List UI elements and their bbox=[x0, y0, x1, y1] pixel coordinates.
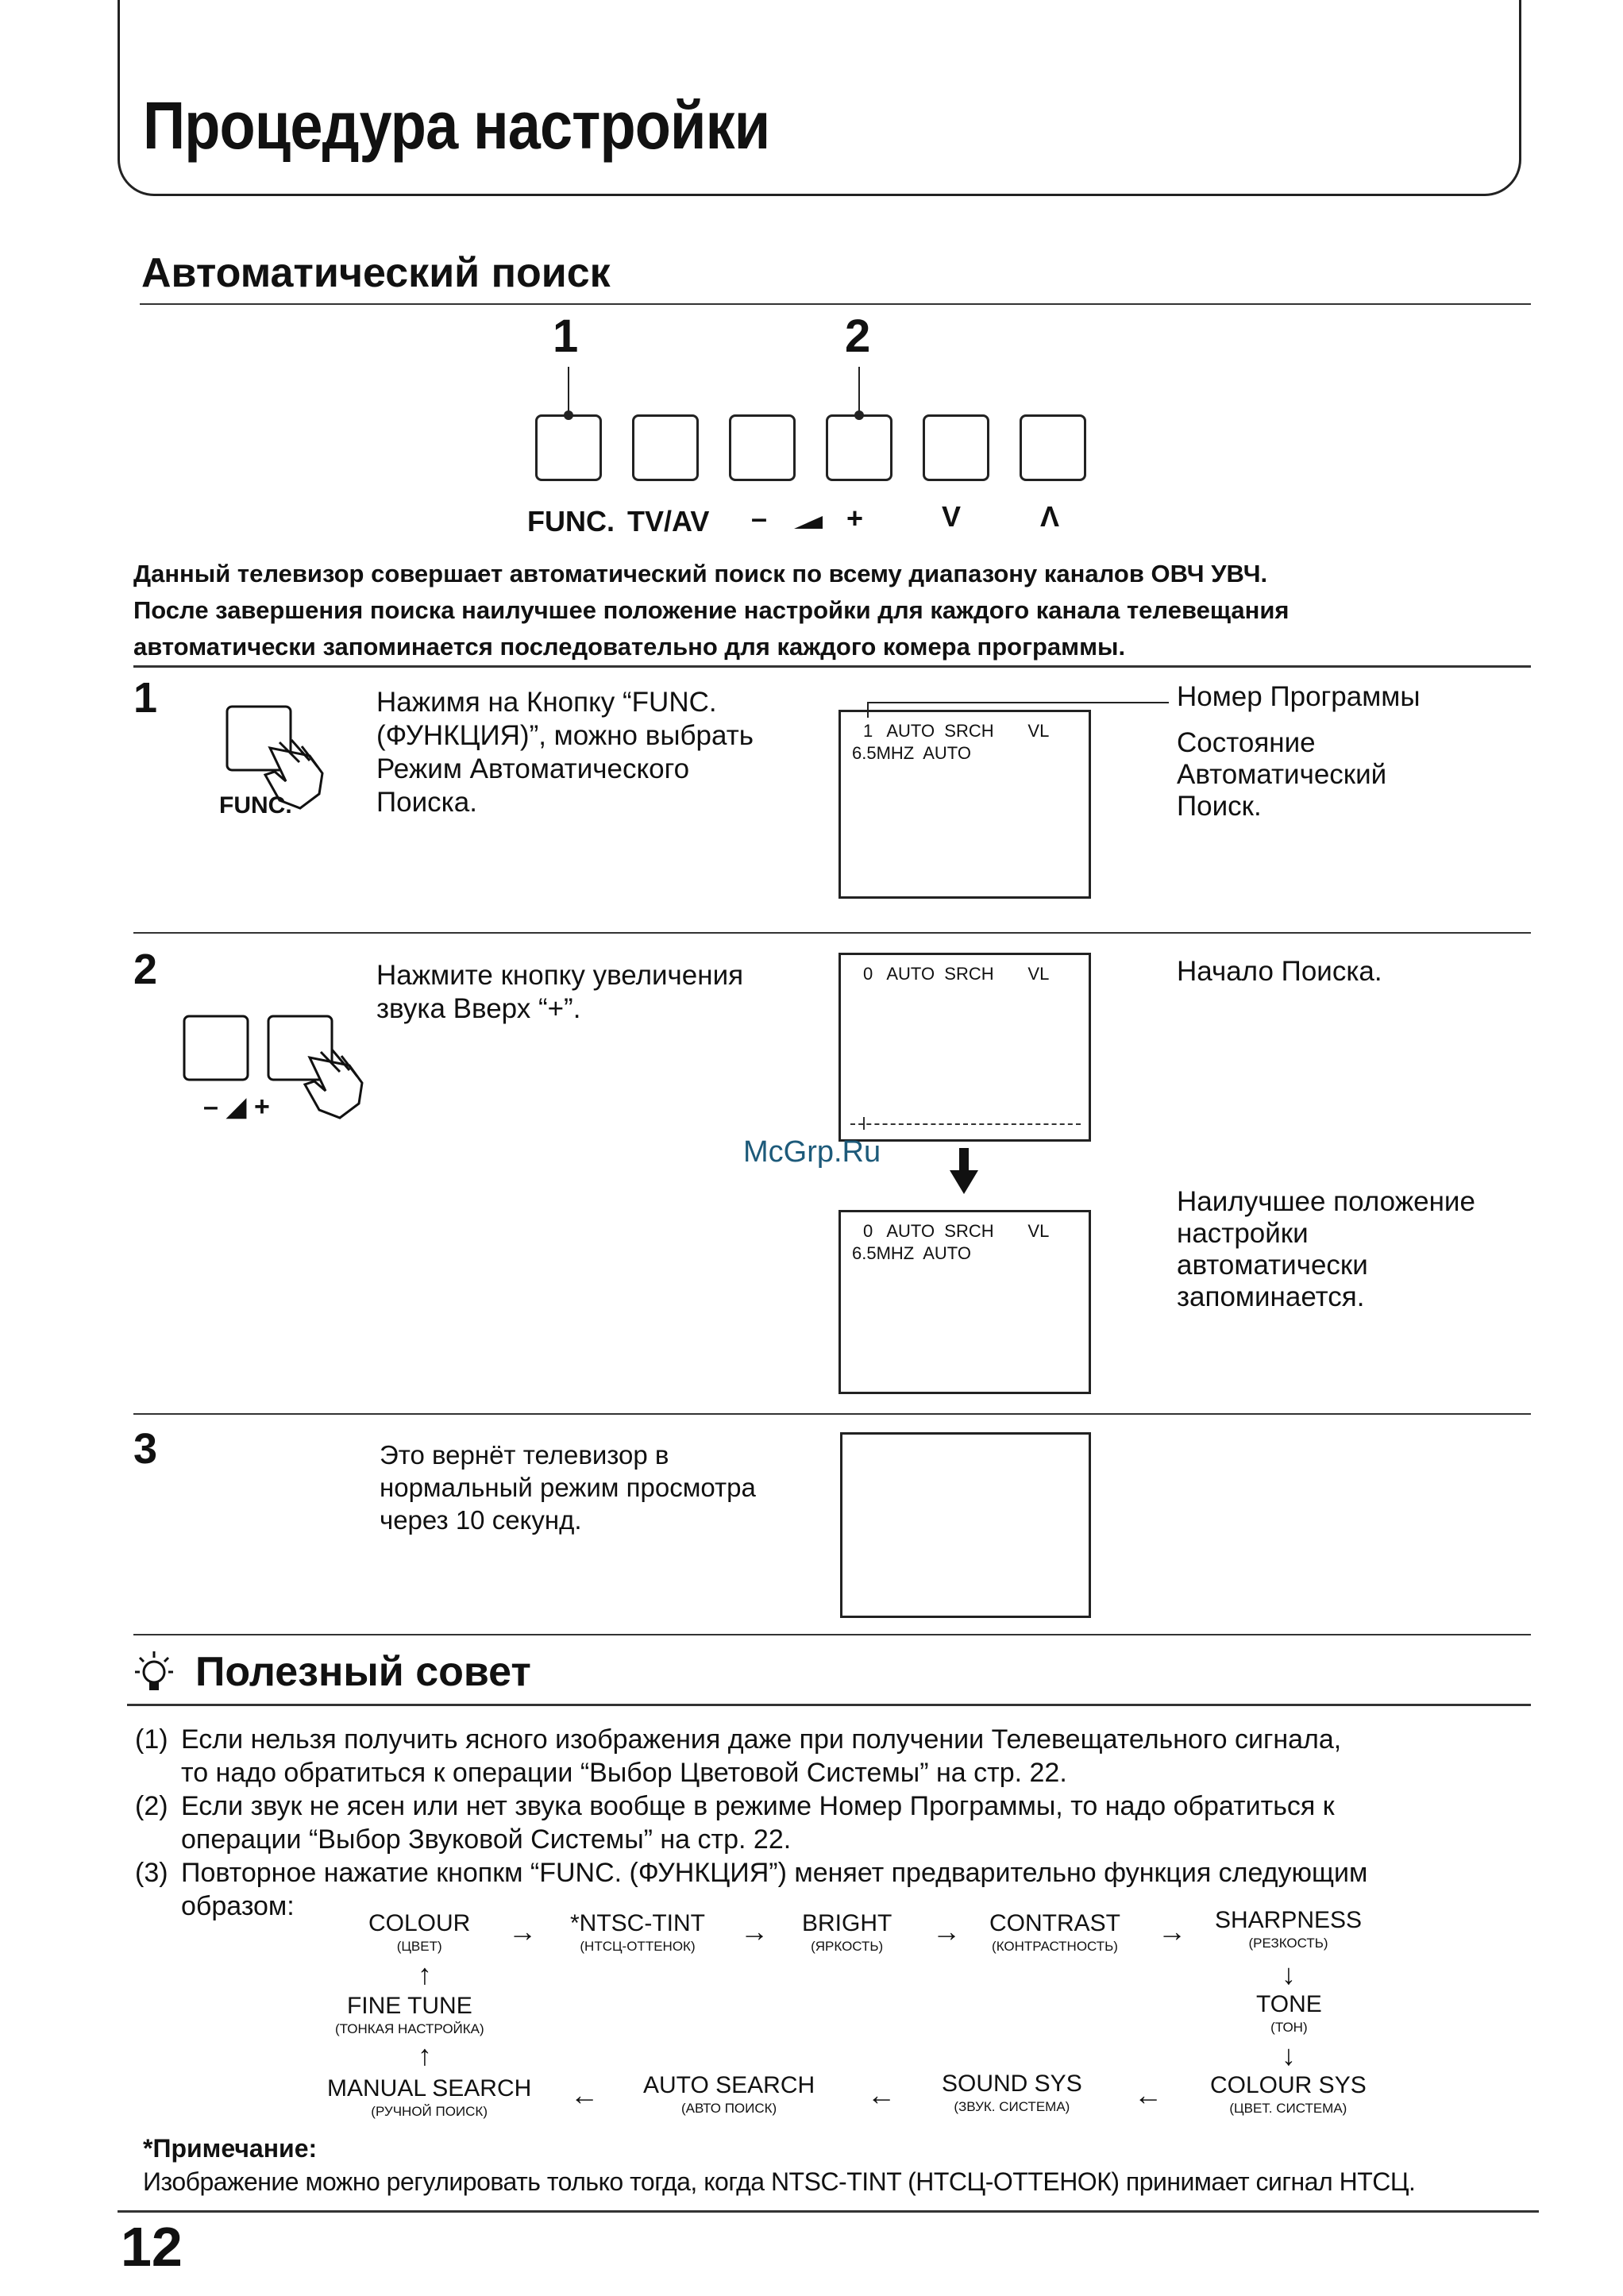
page-title: Процедура настройки bbox=[143, 88, 770, 163]
channel-up-button[interactable] bbox=[1020, 414, 1086, 481]
arrow-down-icon: ↓ bbox=[1282, 1958, 1296, 1990]
tv-av-button[interactable] bbox=[632, 414, 699, 481]
flow-sublabel: (ТОН) bbox=[1270, 2020, 1308, 2035]
text-line: образом: bbox=[181, 1891, 295, 1921]
flow-manual-search bbox=[327, 2075, 531, 2120]
callout-leader bbox=[867, 702, 1169, 703]
flow-label: SHARPNESS bbox=[1215, 1907, 1363, 1933]
flow-bright bbox=[802, 1910, 892, 1955]
side-line: запоминается. bbox=[1177, 1281, 1365, 1312]
intro-text bbox=[133, 556, 1531, 665]
section-rule bbox=[140, 303, 1531, 305]
flow-label: FINE TUNE bbox=[346, 1993, 472, 2019]
flow-label: SOUND SYS bbox=[942, 2071, 1082, 2097]
step-2-rule bbox=[133, 1413, 1531, 1415]
note-text: Изображение можно регулировать только тогда, когда NTSC-TINT (НТСЦ-ОТТЕНОК) принимает сигнал НТСЦ. bbox=[143, 2167, 1416, 2196]
osd-screen-1 bbox=[838, 710, 1091, 899]
side-line: Состояние bbox=[1177, 727, 1316, 758]
tuning-marker bbox=[863, 1117, 865, 1130]
flow-sublabel: (ЦВЕТ. СИСТЕМА) bbox=[1229, 2101, 1347, 2116]
flow-label: AUTO SEARCH bbox=[643, 2072, 815, 2098]
step-3-number: 3 bbox=[133, 1425, 158, 1473]
arrow-left-icon: ← bbox=[1134, 2078, 1162, 2111]
tuning-bar bbox=[850, 1123, 1081, 1125]
arrow-up-icon: ↑ bbox=[418, 2039, 432, 2071]
intro-line: После завершения поиска наилучшее положение настройки для каждого канала телевещания bbox=[133, 596, 1290, 624]
tip-item bbox=[135, 1789, 1556, 1856]
flow-sublabel: (НТСЦ-ОТТЕНОК) bbox=[580, 1939, 696, 1954]
tip-item-body bbox=[181, 1789, 1335, 1856]
tip-item-number: (1) bbox=[135, 1724, 168, 1755]
text-line: Если звук не ясен или нет звука вообще в режиме Номер Программы, то надо обратиться к bbox=[181, 1791, 1335, 1821]
arrow-left-icon: ← bbox=[867, 2078, 896, 2111]
text-line: Это вернёт телевизор в bbox=[380, 1440, 669, 1470]
text-line: Нажимя на Кнопку “FUNC. bbox=[376, 687, 717, 718]
note-heading: *Примечание: bbox=[143, 2134, 318, 2163]
text-line: Если нельзя получить ясного изображения даже при получении Телевещательного сигнала, bbox=[181, 1724, 1342, 1755]
volume-up-button[interactable] bbox=[826, 414, 892, 481]
arrow-right-icon: → bbox=[932, 1915, 961, 1947]
flow-sublabel: (ТОНКАЯ НАСТРОЙКА) bbox=[335, 2021, 484, 2036]
arrow-down-icon: ↓ bbox=[1282, 2039, 1296, 2071]
step-2-side-a bbox=[1177, 956, 1382, 988]
volume-down-button[interactable] bbox=[729, 414, 796, 481]
osd-line: 1 AUTO SRCH VL bbox=[863, 721, 1050, 741]
step-3-text bbox=[380, 1439, 756, 1536]
section-title: Автоматический поиск bbox=[141, 250, 611, 296]
flow-label: BRIGHT bbox=[802, 1910, 892, 1936]
tip-item-number: (3) bbox=[135, 1858, 168, 1888]
side-line: автоматически bbox=[1177, 1250, 1368, 1281]
flow-colour-sys bbox=[1210, 2072, 1367, 2117]
flow-ntsc-tint bbox=[570, 1910, 705, 1955]
callout-1: 1 bbox=[553, 310, 579, 362]
footer-rule bbox=[118, 2210, 1539, 2213]
flow-label: *NTSC-TINT bbox=[570, 1910, 705, 1936]
text-line: Режим Автоматического bbox=[376, 753, 690, 784]
callout-line-1 bbox=[568, 367, 569, 416]
tip-item-body bbox=[181, 1856, 1367, 1923]
arrow-right-icon: → bbox=[740, 1915, 769, 1947]
channel-down-button[interactable] bbox=[923, 414, 989, 481]
page-number: 12 bbox=[121, 2216, 183, 2278]
minus-label: – bbox=[751, 502, 768, 534]
flow-sound-sys bbox=[942, 2071, 1082, 2115]
osd-line: 6.5MHZ AUTO bbox=[852, 1243, 971, 1263]
text-line: операции “Выбор Звуковой Системы” на стр. 22. bbox=[181, 1824, 792, 1855]
step-3-rule bbox=[133, 1634, 1531, 1635]
flow-sublabel: (ЯРКОСТЬ) bbox=[811, 1939, 884, 1954]
tip-title: Полезный совет bbox=[195, 1649, 531, 1695]
tip-rule bbox=[127, 1704, 1531, 1706]
flow-fine-tune bbox=[335, 1993, 484, 2037]
down-arrow-icon bbox=[950, 1148, 978, 1196]
flow-sublabel: (КОНТРАСТНОСТЬ) bbox=[992, 1939, 1118, 1954]
arrow-left-icon: ← bbox=[570, 2078, 599, 2111]
flow-tone bbox=[1256, 1991, 1322, 2036]
text-line: то надо обратиться к операции “Выбор Цветовой Системы” на стр. 22. bbox=[181, 1758, 1067, 1788]
side-line: Наилучшее положение bbox=[1177, 1186, 1475, 1217]
flow-colour bbox=[368, 1910, 470, 1955]
side-line: Автоматический bbox=[1177, 759, 1387, 790]
flow-sharpness bbox=[1215, 1907, 1362, 1951]
text-line: Нажмите кнопку увеличения bbox=[376, 960, 744, 991]
callout-leader-drop bbox=[867, 702, 869, 718]
step-2-side-b bbox=[1177, 1186, 1475, 1313]
program-number-callout: Номер Программы bbox=[1177, 681, 1421, 712]
up-label: Λ bbox=[1040, 500, 1060, 533]
osd-line: 0 AUTO SRCH VL bbox=[863, 1221, 1050, 1241]
func-label: FUNC. bbox=[527, 505, 615, 537]
flow-label: MANUAL SEARCH bbox=[327, 2075, 532, 2101]
step-1-rule bbox=[133, 932, 1531, 934]
arrow-up-icon: ↑ bbox=[418, 1958, 432, 1990]
tip-item-body bbox=[181, 1723, 1341, 1789]
arrow-right-icon: → bbox=[1158, 1915, 1186, 1947]
arrow-right-icon: → bbox=[508, 1915, 537, 1947]
tv-av-label: TV/AV bbox=[627, 505, 710, 537]
tip-item-number: (2) bbox=[135, 1791, 168, 1821]
intro-line: Данный телевизор совершает автоматический поиск по всему диапазону каналов ОВЧ УВЧ. bbox=[133, 560, 1268, 587]
step-1-text bbox=[376, 686, 754, 819]
text-line: через 10 секунд. bbox=[380, 1505, 582, 1535]
callout-2: 2 bbox=[845, 310, 871, 362]
lightbulb-icon bbox=[127, 1648, 183, 1704]
text-line: нормальный режим просмотра bbox=[380, 1473, 756, 1502]
text-line: (ФУНКЦИЯ)”, можно выбрать bbox=[376, 720, 754, 751]
func-hand-label: FUNC. bbox=[219, 792, 292, 819]
flow-contrast bbox=[989, 1910, 1120, 1955]
osd-screen-3 bbox=[840, 1432, 1091, 1618]
tip-list bbox=[135, 1723, 1556, 1923]
step-1-number: 1 bbox=[133, 674, 158, 722]
down-label: V bbox=[942, 500, 962, 533]
intro-rule bbox=[133, 665, 1531, 668]
flow-sublabel: (ЗВУК. СИСТЕМА) bbox=[954, 2099, 1070, 2114]
side-line: Начало Поиска. bbox=[1177, 956, 1382, 987]
text-line: Поиска. bbox=[376, 787, 477, 818]
callout-line-2 bbox=[858, 367, 860, 416]
plus-label: + bbox=[846, 502, 864, 534]
flow-auto-search bbox=[643, 2072, 815, 2117]
osd-line: 6.5MHZ AUTO bbox=[852, 743, 971, 763]
step-2-text bbox=[376, 959, 743, 1026]
intro-line: автоматически запоминается последовательно для каждого комера программы. bbox=[133, 633, 1126, 661]
side-line: Поиск. bbox=[1177, 791, 1262, 822]
flow-sublabel: (РЕЗКОСТЬ) bbox=[1248, 1936, 1328, 1951]
watermark: McGrp.Ru bbox=[743, 1135, 881, 1169]
func-button[interactable] bbox=[535, 414, 602, 481]
step-2-number: 2 bbox=[133, 946, 158, 993]
flow-label: COLOUR SYS bbox=[1210, 2072, 1367, 2098]
hand-press-plus-icon bbox=[181, 1008, 387, 1143]
flow-label: TONE bbox=[1256, 1991, 1322, 2017]
flow-sublabel: (АВТО ПОИСК) bbox=[680, 2101, 777, 2116]
osd-screen-2b bbox=[838, 1210, 1091, 1394]
step-1-side bbox=[1177, 727, 1386, 822]
flow-sublabel: (ЦВЕТ) bbox=[396, 1939, 442, 1954]
volume-icon bbox=[794, 514, 826, 530]
osd-line: 0 AUTO SRCH VL bbox=[863, 964, 1050, 984]
minus-plus-label: – ◢ + bbox=[203, 1092, 270, 1122]
tip-item bbox=[135, 1723, 1556, 1789]
flow-label: CONTRAST bbox=[989, 1910, 1120, 1936]
text-line: Повторное нажатие кнопкм “FUNC. (ФУНКЦИЯ”) меняет предварительно функция следующим bbox=[181, 1858, 1368, 1888]
text-line: звука Вверх “+”. bbox=[376, 993, 581, 1024]
flow-label: COLOUR bbox=[368, 1910, 471, 1936]
side-line: настройки bbox=[1177, 1218, 1309, 1249]
flow-sublabel: (РУЧНОЙ ПОИСК) bbox=[371, 2104, 488, 2119]
osd-screen-2a bbox=[838, 953, 1091, 1142]
